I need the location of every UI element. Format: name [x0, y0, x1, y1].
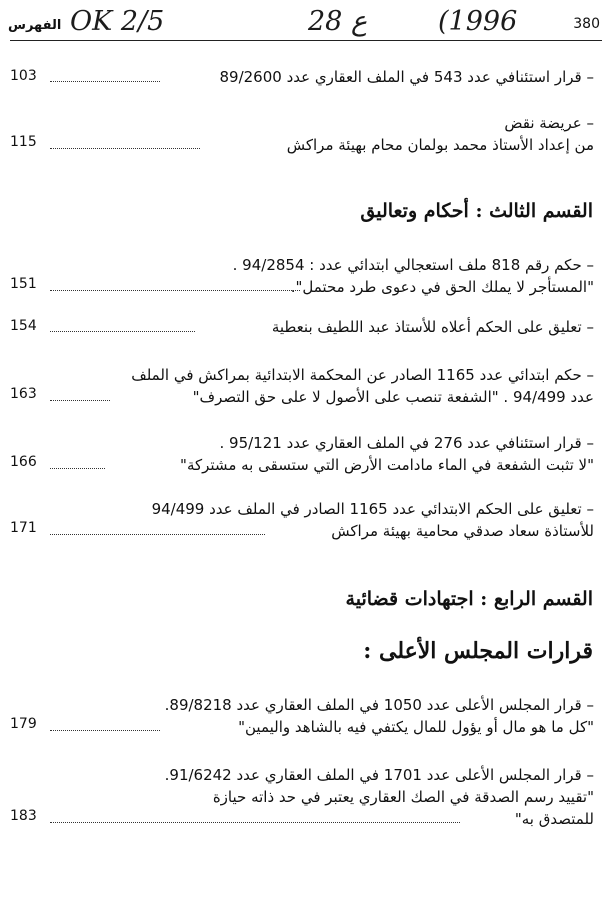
entry-line: "لا تثبت الشفعة في الماء مادامت الأرض التي ستسقى به مشتركة"	[180, 456, 594, 474]
entry-line: "كل ما هو مال أو يؤول للمال يكتفي فيه بالشاهد واليمين"	[238, 718, 594, 736]
entry-line: للأستاذة سعاد صدقي محامية بهيئة مراكش	[331, 522, 594, 540]
entry-line: للمتصدق به"	[514, 810, 594, 828]
dot-leader	[50, 81, 160, 82]
entry-line: من إعداد الأستاذ محمد بولمان محام بهيئة مراكش	[286, 136, 594, 154]
entry-page: 171	[10, 520, 37, 536]
entry-line: "المستأجر لا يملك الحق في دعوى طرد محتمل".	[290, 278, 594, 296]
entry-line: – حكم رقم 818 ملف استعجالي ابتدائي عدد : 94/2854 .	[232, 256, 594, 274]
toc-entry	[10, 316, 594, 368]
toc-entry	[10, 498, 594, 550]
handwritten-note-date: 28 ع	[308, 6, 368, 37]
section-3-title: القسم الثالث : أحكام وتعاليق	[360, 200, 593, 222]
header-rule	[10, 40, 602, 41]
entry-line: – قرار المجلس الأعلى عدد 1050 في الملف العقاري عدد 89/8218.	[164, 696, 594, 714]
toc-entry	[10, 112, 594, 164]
dot-leader	[50, 822, 460, 823]
entry-page: 166	[10, 454, 37, 470]
entry-line: – تعليق على الحكم أعلاه للأستاذ عبد اللطيف بنعطية	[271, 318, 594, 336]
dot-leader	[50, 290, 300, 291]
entry-page: 179	[10, 716, 37, 732]
toc-entry	[10, 694, 594, 746]
handwritten-note-ok: OK 2/5	[70, 6, 165, 37]
page-header	[8, 6, 600, 40]
entry-page: 151	[10, 276, 37, 292]
section-4-subtitle: قرارات المجلس الأعلى :	[363, 638, 593, 664]
entry-page: 183	[10, 808, 37, 824]
dot-leader	[50, 468, 105, 469]
entry-line: – قرار المجلس الأعلى عدد 1701 في الملف العقاري عدد 91/6242.	[164, 766, 594, 784]
entry-line: عدد 94/499 . "الشفعة تنصب على الأصول لا على حق التصرف"	[192, 388, 594, 406]
entry-line: "تقييد رسم الصدقة في الصك العقاري يعتبر في حد ذاته حيازة	[212, 788, 594, 806]
handwritten-note-year: (1996	[438, 6, 518, 37]
toc-entry	[10, 764, 594, 838]
dot-leader	[50, 730, 160, 731]
dot-leader	[50, 534, 265, 535]
toc-entry	[10, 66, 594, 118]
entry-line: – حكم ابتدائي عدد 1165 الصادر عن المحكمة الابتدائية بمراكش في الملف	[131, 366, 594, 384]
page-number: 380	[573, 16, 600, 32]
dot-leader	[50, 400, 110, 401]
toc-entry	[10, 364, 594, 416]
dot-leader	[50, 148, 200, 149]
entry-page: 115	[10, 134, 37, 150]
entry-line: – قرار استئنافي عدد 276 في الملف العقاري عدد 95/121 .	[219, 434, 594, 452]
section-4-title: القسم الرابع : اجتهادات قضائية	[345, 588, 593, 610]
toc-entry	[10, 254, 594, 306]
entry-page: 154	[10, 318, 37, 334]
entry-line: – تعليق على الحكم الابتدائي عدد 1165 الصادر في الملف عدد 94/499	[151, 500, 594, 518]
entry-page: 163	[10, 386, 37, 402]
entry-line: – قرار استئنافي عدد 543 في الملف العقاري عدد 89/2600	[219, 68, 594, 86]
dot-leader	[50, 331, 195, 332]
toc-entry	[10, 432, 594, 484]
entry-page: 103	[10, 68, 37, 84]
index-label: الفهرس	[8, 18, 62, 33]
entry-line: – عريضة نقض	[504, 114, 594, 132]
